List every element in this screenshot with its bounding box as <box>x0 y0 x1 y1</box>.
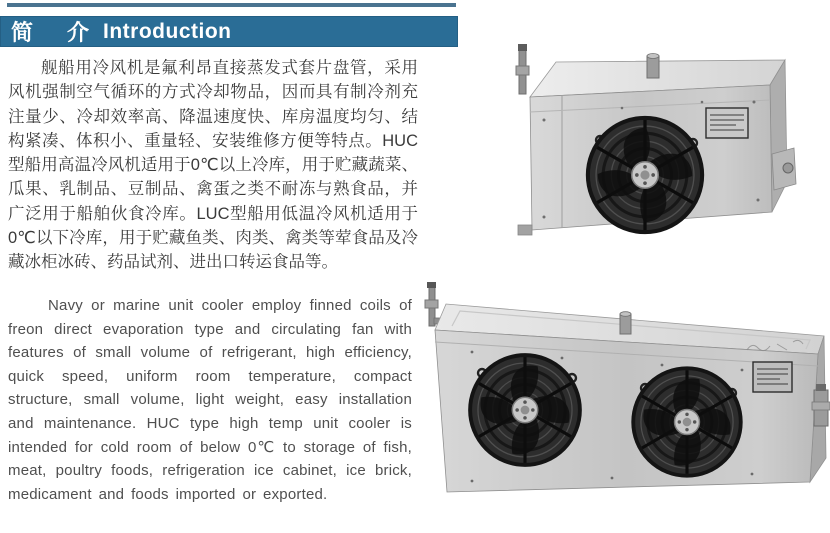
top-rule <box>7 3 456 7</box>
vent-stub-icon <box>620 312 631 334</box>
section-title-chinese: 简 介 <box>11 20 96 45</box>
vent-stub-icon <box>647 54 659 79</box>
fan-grille <box>588 118 702 232</box>
double-fan-unit-cooler-photo <box>412 278 830 533</box>
pipe-fitting-icon <box>516 44 529 94</box>
fan-grille-left <box>470 355 580 465</box>
chinese-description-paragraph: 舰船用冷风机是氟利昂直接蒸发式套片盘管，采用风机强制空气循环的方式冷却物品，因而具有制冷剂充注量少、冷却效率高、降温速度快、库房温度均匀、结构紧凑、体积小、重量轻、安装维修方便等特点。HUC型船用高温冷风机适用于0℃以上冷库，用于贮藏蔬菜、瓜果、乳制品、豆制品、禽蛋之类不耐冻与熟食品，并广泛用于船舶伙食冷库。LUC型船用低温冷风机适用于0℃以下冷库，用于贮藏鱼类、肉类、禽类等荤食品及冷藏冰柜冰砖、药品试剂、进出口转运食品等。 <box>8 59 418 272</box>
side-pipe-icon <box>812 384 830 426</box>
section-title-english: Introduction <box>103 19 232 43</box>
english-description-paragraph: Navy or marine unit cooler employ finned coils of freon direct evaporation type and circulating fan with features of small volume of refrigerant, high efficiency, quick speed, uniform room temperature, compact structure, small volume, light weight, easy installation and maintenance. HUC type high temp unit cooler is intended for cold room of below 0℃ to storage of fish, meat, poultry foods, refrigeration ice cabinet, ice brick, medicament and foods imported or exported. <box>8 297 412 503</box>
nameplate <box>706 108 748 138</box>
fan-grille-right <box>633 368 741 476</box>
nameplate <box>753 362 792 392</box>
section-header-banner <box>0 16 458 47</box>
single-fan-unit-cooler-photo <box>492 42 818 242</box>
